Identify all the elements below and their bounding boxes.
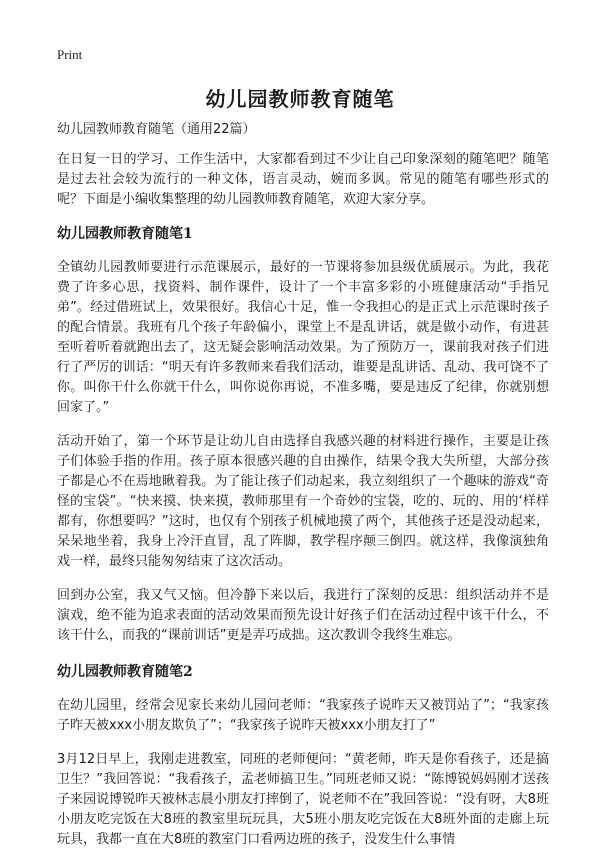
section-1-paragraph-1: 全镇幼儿园教师要进行示范课展示，最好的一节课将参加县级优质展示。为此，我花费了许多心思，找资料、制作课件，设计了一个丰富多彩的小班健康活动“手指兄弟”。经过借班试上，效果很好。我信心十足，惟一令我担心的是正式上示范课时孩子的配合情景。我班有几个孩子年龄偏小，课堂上不是乱讲话，就是做小动作，有进甚至听着听着就跑出去了，这无疑会影响活动效果。为了预防万一，课前我对孩子们进行了严厉的训话：“明天有许多教师来看我们活动，谁要是乱讲话、乱动、我可饶不了你。叫你干什么你就干什么，叫你说你再说，不准多嘴，要是违反了纪律，你就别想回家了。” (57, 260, 549, 415)
section-1-heading: 幼儿园教师教育随笔1 (57, 226, 193, 242)
article-body (57, 120, 549, 864)
section-1-paragraph-3: 回到办公室，我又气又恼。但冷静下来以后，我进行了深刻的反思：组织活动并不是演戏，绝不能为追求表面的活动效果而预先设计好孩子们在活动过程中该干什么，不该干什么，而我的“课前训话”更是弄巧成拙。这次教训令我终生难忘。 (57, 588, 549, 643)
page-title: 幼儿园教师教育随笔 (205, 87, 395, 111)
intro-paragraph: 在日复一日的学习、工作生活中，大家都看到过不少让自己印象深刻的随笔吧？随笔是过去社会较为流行的一种文体，语言灵动，婉而多讽。常见的随笔有哪些形式的呢？下面是小编收集整理的幼儿园教师教育随笔，欢迎大家分享。 (57, 152, 549, 207)
section-2-paragraph-2: 3月12日早上，我刚走进教室，同班的老师便问：“黄老师，昨天是你看孩子，还是搞卫生？”我回答说：“我看孩子，孟老师搞卫生。”同班老师又说：“陈博锐妈妈刚才送孩子来园说博锐昨天被林志晨小朋友打摔倒了，说老师不在”我回答说：“没有呀，大8班小朋友吃完饭在大8班的教室里玩玩具，大5班小朋友吃完饭在大8班外面的走廊上玩玩具，我都一直在大8班的教室门口看两边班的孩子，没发生什么事情 (57, 752, 549, 847)
article-subtitle: 幼儿园教师教育随笔（通用22篇） (57, 122, 256, 137)
print-link[interactable]: Print (57, 47, 83, 62)
section-2-paragraph-1: 在幼儿园里，经常会见家长来幼儿园问老师：“我家孩子说昨天又被罚站了”；“我家孩子昨天被xxx小朋友欺负了”；“我家孩子说昨天被xxx小朋友打了” (57, 698, 549, 733)
section-1-paragraph-2: 活动开始了，第一个环节是让幼儿自由选择自我感兴趣的材料进行操作，主要是让孩子们体验手指的作用。孩子原本很感兴趣的自由操作，结果令我大失所望，大部分孩子都是心不在焉地瞅着我。为了能让孩子们动起来，我立刻组织了一个趣味的游戏“奇怪的宝袋”。“快来摸、快来摸，教师那里有一个奇妙的宝袋，吃的、玩的、用的‘样样都有，你想要吗？”这时，也仅有个别孩子机械地摸了两个，其他孩子还是没动起来，呆呆地坐着，我身上冷汗直冒，乱了阵脚，教学程序颠三倒四。就这样，我像演独角戏一样，最终只能匆匆结束了这次活动。 (57, 434, 549, 569)
section-2-heading: 幼儿园教师教育随笔2 (57, 664, 193, 680)
